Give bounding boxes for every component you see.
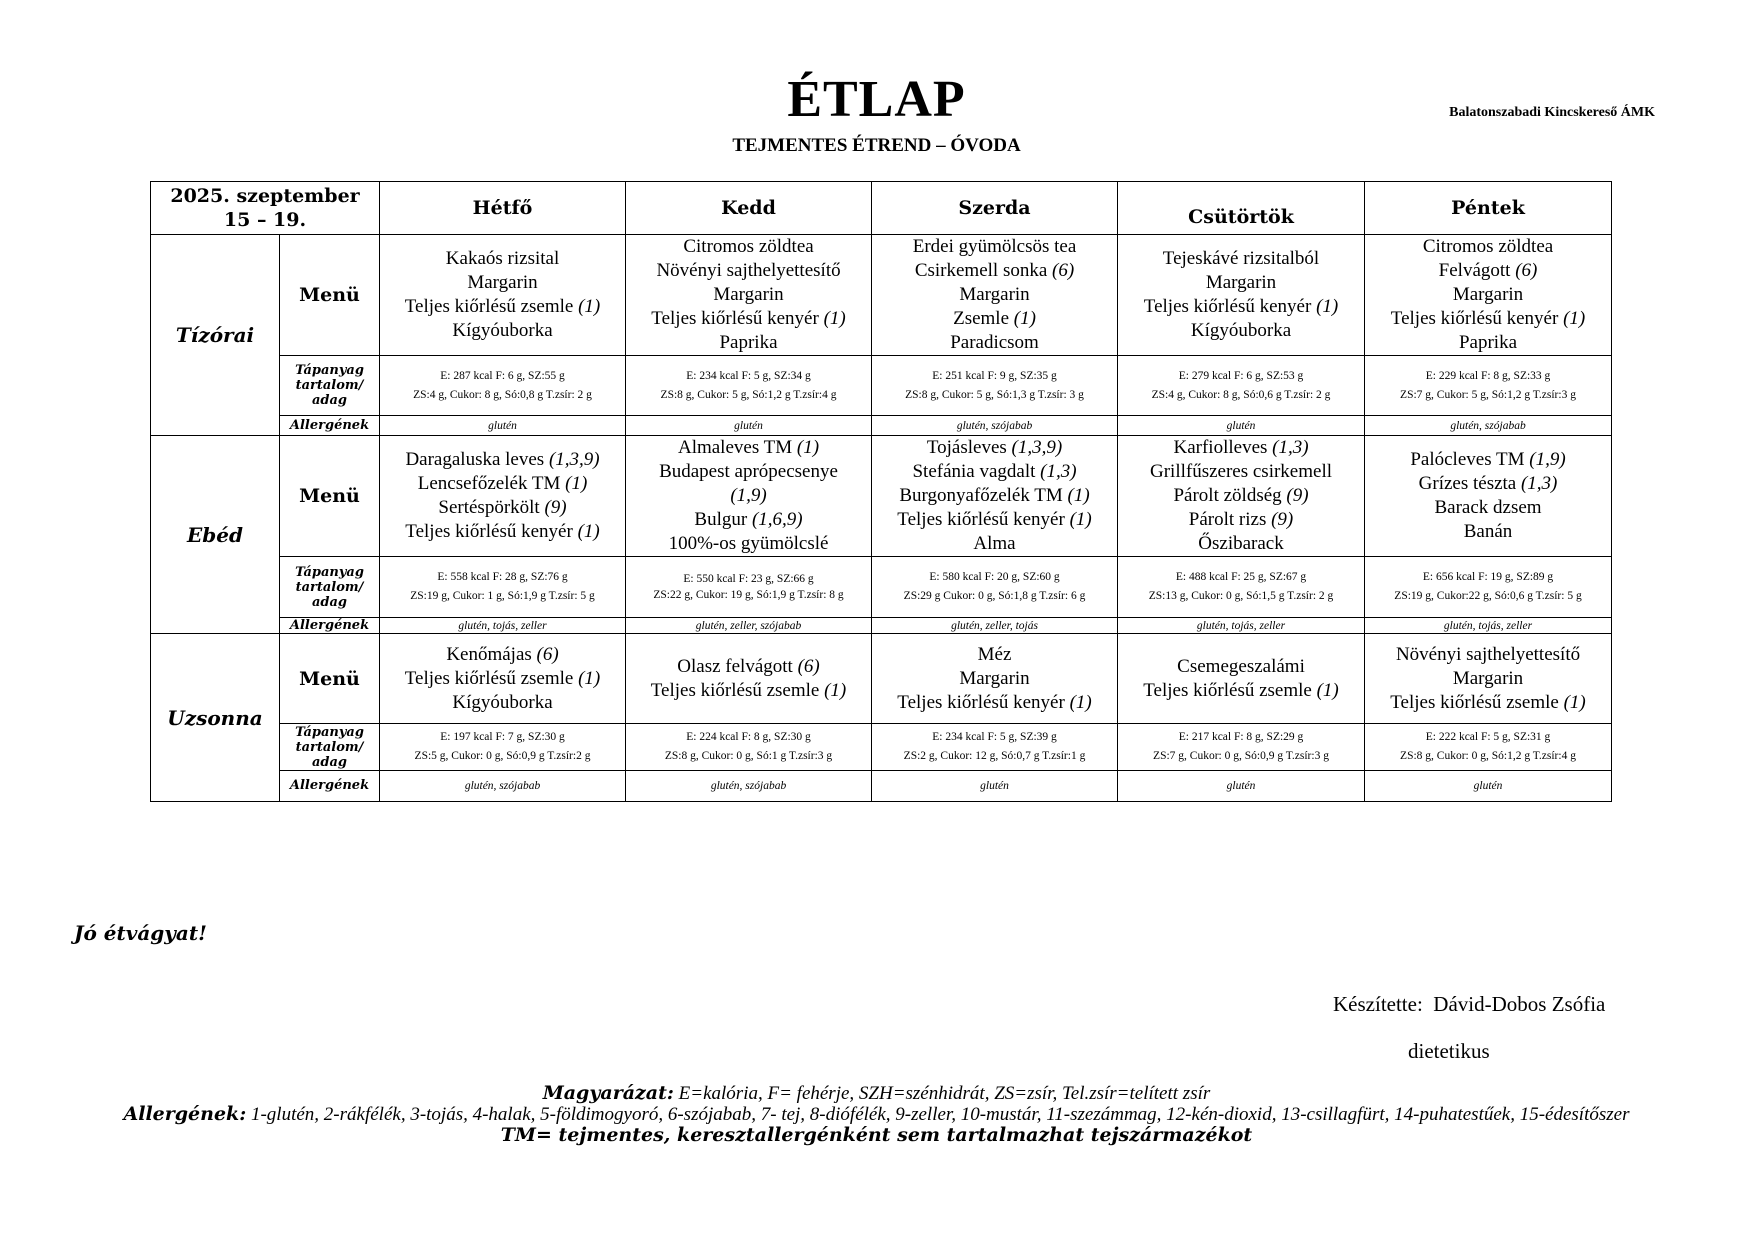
allergen-cell-ebed-tuesday: glutén, zeller, szójabab (626, 618, 872, 634)
allergen-cell-uzsonna-thursday: glutén (1118, 771, 1365, 802)
menu-item-allergen-codes: (1) (565, 473, 588, 494)
menu-item (626, 307, 871, 331)
menu-item (872, 508, 1117, 532)
nutrient-line: E: 217 kcal F: 8 g, SZ:29 g (1178, 731, 1304, 743)
allergen-cell-tizorai-monday: glutén (380, 416, 626, 436)
menu-item (1365, 643, 1611, 667)
legend-label: Magyarázat: (542, 1082, 674, 1104)
menu-item (1365, 496, 1611, 520)
menu-item-name: Karfiolleves (1173, 437, 1273, 458)
allergen-cell-uzsonna-tuesday: glutén, szójabab (626, 771, 872, 802)
menu-item (1365, 472, 1611, 496)
menu-item (1118, 295, 1364, 319)
menu-item-name: Citromos zöldtea (683, 236, 814, 257)
menu-item (872, 283, 1117, 307)
row-label-nutrients-part: adag (311, 594, 348, 610)
menu-item (1118, 508, 1364, 532)
menu-item (1365, 691, 1611, 715)
menu-item-allergen-codes: (9) (544, 497, 567, 518)
menu-item-name: Őszibarack (1198, 533, 1284, 554)
nutrient-cell-tizorai-thursday (1118, 356, 1365, 416)
menu-item (872, 691, 1117, 715)
menu-item-name: Lencsefőzelék TM (417, 473, 566, 494)
menu-item (872, 484, 1117, 508)
row-label-menu: Menü (280, 235, 380, 356)
menu-item-name: Sertéspörkölt (438, 497, 545, 518)
menu-item-allergen-codes: (1,9) (1529, 449, 1566, 470)
menu-cell-tizorai-tuesday (626, 235, 872, 356)
menu-cell-ebed-monday (380, 436, 626, 557)
allergen-legend-label: Allergének: (123, 1103, 247, 1125)
menu-item-allergen-codes: (6) (1052, 260, 1075, 281)
menu-item-allergen-codes: (1,3) (1272, 437, 1309, 458)
menu-item (872, 460, 1117, 484)
allergen-legend-text: 1-glutén, 2-rákfélék, 3-tojás, 4-halak, 5-földimogyoró, 6-szójabab, 7- tej, 8-diófélék, 9-zeller, 10-mustár, 11-szezámmag, 12-kén-dioxid, 13-csillagfürt, 14-puhatestűek, 15-édesítőszer (246, 1104, 1630, 1125)
nutrient-line: ZS:19 g, Cukor:22 g, Só:0,6 g T.zsír: 5 g (1394, 590, 1582, 602)
nutrient-line: E: 251 kcal F: 9 g, SZ:35 g (932, 369, 1057, 382)
menu-item (1118, 319, 1364, 343)
nutrient-cell-ebed-thursday (1118, 557, 1365, 618)
menu-item-name: Barack dzsem (1434, 497, 1542, 518)
menu-item (1118, 532, 1364, 556)
meal-label-tizorai: Tízórai (151, 235, 280, 436)
menu-item-name: Párolt rizs (1188, 509, 1272, 530)
menu-cell-uzsonna-thursday (1118, 634, 1365, 724)
row-label-nutrients-part: adag (311, 754, 348, 770)
menu-item-name: Méz (977, 643, 1012, 665)
menu-item (872, 331, 1117, 355)
menu-cell-uzsonna-wednesday (872, 634, 1118, 724)
nutrient-cell-tizorai-tuesday (626, 356, 872, 416)
row-label-menu: Menü (280, 436, 380, 557)
menu-cell-ebed-wednesday (872, 436, 1118, 557)
menu-item (1365, 520, 1611, 544)
nutrient-line: ZS:4 g, Cukor: 8 g, Só:0,8 g T.zsír: 2 g (413, 388, 592, 401)
nutrient-line: E: 229 kcal F: 8 g, SZ:33 g (1425, 369, 1551, 382)
menu-cell-ebed-friday (1365, 436, 1612, 557)
nutrient-cell-uzsonna-monday (380, 724, 626, 771)
menu-item (872, 436, 1117, 460)
menu-item (380, 472, 625, 496)
nutrient-line: E: 580 kcal F: 20 g, SZ:60 g (929, 571, 1060, 583)
legend-line-abbreviations (95, 1083, 1658, 1104)
menu-cell-uzsonna-tuesday (626, 634, 872, 724)
menu-item (380, 295, 625, 319)
nutrient-line: E: 234 kcal F: 5 g, SZ:34 g (686, 369, 811, 382)
nutrient-line: E: 224 kcal F: 8 g, SZ:30 g (686, 731, 811, 743)
menu-item-allergen-codes: (1,3,9) (548, 449, 600, 470)
menu-item-name: Paradicsom (950, 332, 1039, 353)
menu-cell-tizorai-thursday (1118, 235, 1365, 356)
nutrient-line: E: 279 kcal F: 6 g, SZ:53 g (1178, 369, 1304, 382)
nutrient-cell-uzsonna-wednesday (872, 724, 1118, 771)
nutrient-line: ZS:5 g, Cukor: 0 g, Só:0,9 g T.zsír:2 g (414, 750, 591, 762)
menu-item (872, 667, 1117, 691)
row-label-nutrients-part: adag (311, 393, 348, 408)
nutrient-line: E: 550 kcal F: 23 g, SZ:66 g (683, 573, 814, 585)
menu-item-name: Teljes kiőrlésű kenyér (405, 521, 578, 542)
menu-item (1118, 460, 1364, 484)
organization-name: Balatonszabadi Kincskereső ÁMK (1449, 105, 1655, 120)
menu-item-allergen-codes: (9) (1271, 509, 1294, 530)
menu-cell-uzsonna-monday (380, 634, 626, 724)
menu-item-name: Kígyóuborka (452, 691, 553, 713)
page-subtitle: TEJMENTES ÉTREND – ÓVODA (732, 135, 1021, 156)
allergen-cell-tizorai-tuesday: glutén (626, 416, 872, 436)
nutrient-line: E: 222 kcal F: 5 g, SZ:31 g (1425, 731, 1551, 743)
week-date-month: 2025. szeptember (170, 185, 360, 207)
menu-item-allergen-codes: (1,3) (1040, 461, 1077, 482)
nutrient-cell-tizorai-monday (380, 356, 626, 416)
nutrient-line: ZS:7 g, Cukor: 5 g, Só:1,2 g T.zsír:3 g (1400, 388, 1576, 401)
menu-item-name: Kígyóuborka (1190, 320, 1292, 341)
menu-item-name: Margarin (713, 284, 784, 305)
menu-item-name: Daragaluska leves (405, 449, 549, 470)
nutrient-cell-ebed-tuesday (626, 557, 872, 618)
allergen-cell-uzsonna-friday: glutén (1365, 771, 1612, 802)
nutrient-line: ZS:2 g, Cukor: 12 g, Só:0,7 g T.zsír:1 g (903, 750, 1086, 762)
menu-item-name: Margarin (959, 284, 1030, 305)
menu-item-allergen-codes: (6) (536, 643, 559, 665)
menu-item (380, 247, 625, 271)
menu-item-allergen-codes: (1) (577, 521, 600, 542)
author: Készítette: Dávid-Dobos Zsófia (1333, 992, 1606, 1016)
menu-item-name: Paprika (1458, 332, 1518, 353)
menu-item-allergen-codes: (6) (1515, 260, 1538, 281)
allergen-cell-ebed-friday: glutén, tojás, zeller (1365, 618, 1612, 634)
menu-item-name: Kenőmájas (446, 643, 537, 665)
menu-item-name: Teljes kiőrlésű zsemle (1390, 691, 1564, 713)
row-label-allergens: Allergének (280, 771, 380, 802)
menu-item (1365, 307, 1611, 331)
menu-item-name: Csemegeszalámi (1177, 655, 1305, 677)
row-label-nutrients-part: tartalom/ (295, 579, 364, 595)
menu-item-name: Csirkemell sonka (914, 260, 1053, 281)
menu-item-name: Teljes kiőrlésű kenyér (1390, 308, 1564, 329)
nutrient-line: ZS:13 g, Cukor: 0 g, Só:1,5 g T.zsír: 2 g (1148, 590, 1334, 602)
menu-item-name: Erdei gyümölcsös tea (912, 236, 1077, 257)
menu-item (872, 307, 1117, 331)
menu-item-name: Teljes kiőrlésű zsemle (650, 679, 825, 701)
menu-item-allergen-codes: (1) (1069, 691, 1092, 713)
menu-item-name: Teljes kiőrlésű zsemle (1143, 679, 1317, 701)
nutrient-cell-ebed-monday (380, 557, 626, 618)
menu-item-name: Budapest aprópecsenye (659, 461, 838, 482)
menu-cell-tizorai-monday (380, 235, 626, 356)
menu-item (1365, 259, 1611, 283)
allergen-cell-tizorai-friday: glutén, szójabab (1365, 416, 1612, 436)
allergen-cell-tizorai-thursday: glutén (1118, 416, 1365, 436)
menu-item-allergen-codes: (1) (578, 667, 601, 689)
allergen-cell-uzsonna-wednesday: glutén (872, 771, 1118, 802)
menu-item-name: Paprika (719, 332, 778, 353)
day-header-friday: Péntek (1365, 182, 1612, 235)
day-header-thursday: Csütörtök (1118, 182, 1365, 235)
row-label-nutrients (280, 724, 380, 771)
menu-item-name: Növényi sajthelyettesítő (656, 260, 841, 281)
menu-item-name: Olasz felvágott (677, 655, 798, 677)
menu-item-name: Stefánia vagdalt (912, 461, 1041, 482)
menu-item (1118, 484, 1364, 508)
weekly-menu-table (150, 181, 1612, 802)
menu-item-allergen-codes: (1,3,9) (1011, 437, 1063, 458)
nutrient-line: ZS:8 g, Cukor: 5 g, Só:1,3 g T.zsír: 3 g (905, 388, 1084, 401)
nutrient-cell-ebed-friday (1365, 557, 1612, 618)
menu-item-allergen-codes: (1) (1013, 308, 1036, 329)
menu-item (626, 679, 871, 703)
day-header-monday: Hétfő (380, 182, 626, 235)
row-label-nutrients-part: Tápanyag (295, 724, 364, 740)
row-label-nutrients-part: Tápanyag (295, 363, 364, 378)
row-label-nutrients (280, 557, 380, 618)
nutrient-line: E: 656 kcal F: 19 g, SZ:89 g (1422, 571, 1554, 583)
menu-item (380, 448, 625, 472)
menu-item-allergen-codes: (1) (1563, 691, 1586, 713)
menu-item-allergen-codes: (1) (1067, 485, 1090, 506)
nutrient-cell-ebed-wednesday (872, 557, 1118, 618)
menu-item (626, 436, 871, 460)
menu-item-allergen-codes: (1) (824, 679, 847, 701)
nutrient-cell-tizorai-wednesday (872, 356, 1118, 416)
author-role: dietetikus (1408, 1039, 1490, 1063)
menu-item-allergen-codes: (1,9) (730, 485, 767, 506)
menu-item-name: Kakaós rizsital (445, 248, 560, 269)
allergen-cell-ebed-thursday: glutén, tojás, zeller (1118, 618, 1365, 634)
allergen-cell-uzsonna-monday: glutén, szójabab (380, 771, 626, 802)
menu-item-name: Teljes kiőrlésű kenyér (1143, 296, 1317, 317)
page-title: ÉTLAP (787, 71, 966, 128)
nutrient-cell-tizorai-friday (1365, 356, 1612, 416)
menu-item (380, 520, 625, 544)
menu-item-name: Margarin (1205, 272, 1277, 293)
menu-item (1118, 247, 1364, 271)
menu-item-name: Burgonyafőzelék TM (899, 485, 1068, 506)
menu-item (626, 532, 871, 556)
menu-item-name: Banán (1463, 521, 1513, 542)
menu-item-name: Tojásleves (926, 437, 1012, 458)
row-label-nutrients (280, 356, 380, 416)
row-label-menu: Menü (280, 634, 380, 724)
nutrient-line: ZS:4 g, Cukor: 8 g, Só:0,6 g T.zsír: 2 g (1151, 388, 1331, 401)
greeting: Jó étvágyat! (74, 921, 207, 945)
menu-item (872, 235, 1117, 259)
menu-item (1118, 655, 1364, 679)
menu-item-name: Grillfűszeres csirkemell (1150, 461, 1333, 482)
menu-item (626, 331, 871, 355)
nutrient-line: ZS:8 g, Cukor: 0 g, Só:1,2 g T.zsír:4 g (1400, 750, 1576, 762)
menu-item-name: Párolt zöldség (1173, 485, 1287, 506)
menu-item-name: Alma (973, 533, 1016, 554)
row-label-nutrients-part: Tápanyag (295, 564, 364, 580)
menu-item-allergen-codes: (1,6,9) (751, 509, 803, 530)
nutrient-line: E: 234 kcal F: 5 g, SZ:39 g (932, 731, 1057, 743)
menu-item-name: Grízes tészta (1418, 473, 1521, 494)
menu-item (1118, 679, 1364, 703)
menu-item (380, 667, 625, 691)
menu-item (380, 319, 625, 343)
week-date-range: 15 – 19. (223, 209, 307, 231)
menu-item-name: Tejeskávé rizsitalból (1162, 248, 1320, 269)
menu-item-name: 100%-os gyümölcslé (668, 533, 829, 554)
menu-item-allergen-codes: (1) (1069, 509, 1092, 530)
allergen-cell-ebed-wednesday: glutén, zeller, tojás (872, 618, 1118, 634)
menu-item-name: Almaleves TM (677, 437, 797, 458)
menu-item-name: Teljes kiőrlésű kenyér (897, 509, 1070, 530)
allergen-cell-ebed-monday: glutén, tojás, zeller (380, 618, 626, 634)
week-date-cell (151, 182, 380, 235)
menu-item (626, 235, 871, 259)
menu-item (626, 655, 871, 679)
nutrient-line: ZS:19 g, Cukor: 1 g, Só:1,9 g T.zsír: 5 g (410, 590, 595, 602)
nutrient-cell-uzsonna-tuesday (626, 724, 872, 771)
nutrient-line: E: 197 kcal F: 7 g, SZ:30 g (440, 731, 565, 743)
menu-item (1365, 331, 1611, 355)
menu-item (872, 259, 1117, 283)
menu-item-name: Bulgur (694, 509, 752, 530)
menu-item (1365, 448, 1611, 472)
nutrient-cell-uzsonna-friday (1365, 724, 1612, 771)
legend (95, 1083, 1658, 1146)
menu-item-name: Margarin (1452, 667, 1524, 689)
menu-item-allergen-codes: (1) (823, 308, 846, 329)
menu-item (1118, 436, 1364, 460)
tm-note: TM= tejmentes, keresztallergénként sem tartalmazhat tejszármazékot (500, 1124, 1253, 1146)
menu-item-name: Margarin (467, 272, 538, 293)
menu-item-allergen-codes: (1) (796, 437, 820, 458)
menu-cell-ebed-tuesday (626, 436, 872, 557)
day-header-tuesday: Kedd (626, 182, 872, 235)
menu-item (872, 532, 1117, 556)
legend-line-allergens (95, 1104, 1658, 1125)
menu-item-name: Citromos zöldtea (1422, 236, 1554, 257)
menu-item (626, 460, 871, 484)
menu-item (626, 259, 871, 283)
day-header-wednesday: Szerda (872, 182, 1118, 235)
nutrient-line: ZS:7 g, Cukor: 0 g, Só:0,9 g T.zsír:3 g (1153, 750, 1329, 762)
menu-item-name: Felvágott (1438, 260, 1516, 281)
row-label-allergens: Allergének (280, 618, 380, 634)
nutrient-line: E: 558 kcal F: 28 g, SZ:76 g (437, 571, 568, 583)
nutrient-cell-uzsonna-thursday (1118, 724, 1365, 771)
meal-label-uzsonna: Uzsonna (151, 634, 280, 802)
legend-text: E=kalória, F= fehérje, SZH=szénhidrát, ZS=zsír, Tel.zsír=telített zsír (673, 1083, 1211, 1104)
menu-cell-tizorai-wednesday (872, 235, 1118, 356)
menu-item-name: Teljes kiőrlésű zsemle (404, 667, 579, 689)
menu-item (626, 508, 871, 532)
menu-item-allergen-codes: (6) (797, 655, 820, 677)
row-label-allergens: Allergének (280, 416, 380, 436)
menu-item-allergen-codes: (1) (1316, 679, 1339, 701)
menu-item-name: Növényi sajthelyettesítő (1395, 643, 1581, 665)
menu-cell-ebed-thursday (1118, 436, 1365, 557)
row-label-nutrients-part: tartalom/ (295, 378, 364, 393)
menu-item (380, 271, 625, 295)
nutrient-line: ZS:8 g, Cukor: 5 g, Só:1,2 g T.zsír:4 g (660, 388, 837, 401)
menu-item (380, 496, 625, 520)
nutrient-line: ZS:29 g Cukor: 0 g, Só:1,8 g T.zsír: 6 g (903, 590, 1086, 602)
menu-item-allergen-codes: (9) (1286, 485, 1309, 506)
menu-item (626, 283, 871, 307)
menu-item (1365, 283, 1611, 307)
meal-label-ebed: Ebéd (151, 436, 280, 634)
menu-item-allergen-codes: (1,3) (1520, 473, 1558, 494)
menu-item-allergen-codes: (1) (578, 296, 601, 317)
menu-item (380, 643, 625, 667)
nutrient-line: E: 287 kcal F: 6 g, SZ:55 g (440, 369, 565, 382)
menu-item-name: Kígyóuborka (452, 320, 553, 341)
menu-item (380, 691, 625, 715)
nutrient-line: E: 488 kcal F: 25 g, SZ:67 g (1175, 571, 1307, 583)
menu-item-name: Margarin (959, 667, 1030, 689)
nutrient-line: ZS:8 g, Cukor: 0 g, Só:1 g T.zsír:3 g (664, 750, 833, 762)
menu-item (626, 484, 871, 508)
menu-cell-uzsonna-friday (1365, 634, 1612, 724)
row-label-nutrients-part: tartalom/ (295, 739, 364, 755)
menu-item (1118, 271, 1364, 295)
menu-cell-tizorai-friday (1365, 235, 1612, 356)
menu-item-allergen-codes: (1) (1316, 296, 1339, 317)
menu-item-name: Margarin (1452, 284, 1524, 305)
menu-item-allergen-codes: (1) (1563, 308, 1586, 329)
menu-item-name: Palócleves TM (1410, 449, 1530, 470)
menu-item (1365, 667, 1611, 691)
menu-item-name: Teljes kiőrlésű kenyér (651, 308, 824, 329)
menu-item (872, 643, 1117, 667)
menu-item-name: Zsemle (953, 308, 1014, 329)
menu-item-name: Teljes kiőrlésű zsemle (404, 296, 579, 317)
nutrient-line: ZS:22 g, Cukor: 19 g, Só:1,9 g T.zsír: 8 g (653, 589, 844, 601)
allergen-cell-tizorai-wednesday: glutén, szójabab (872, 416, 1118, 436)
menu-item (1365, 235, 1611, 259)
menu-item-name: Teljes kiőrlésű kenyér (897, 691, 1070, 713)
